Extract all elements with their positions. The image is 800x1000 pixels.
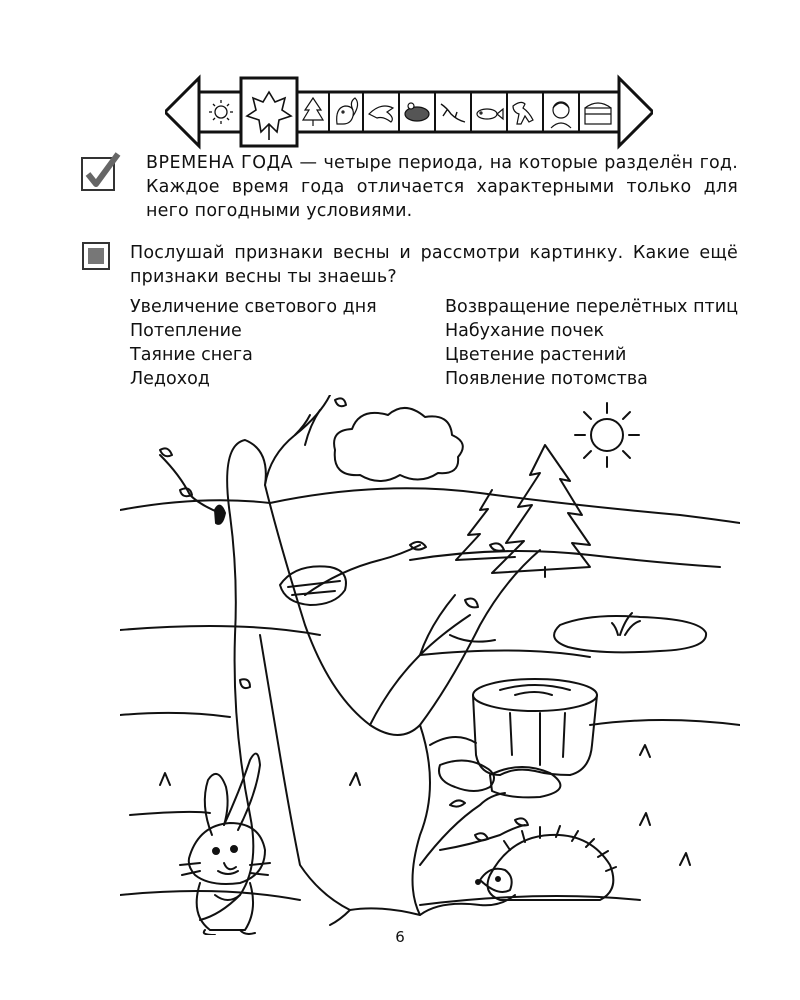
nav-left-arrow-icon[interactable] <box>165 78 199 146</box>
list-item: Цветение растений <box>445 345 627 365</box>
page-number: 6 <box>395 928 405 946</box>
stump <box>430 679 597 797</box>
list-item: Увеличение светового дня <box>130 297 377 317</box>
cloud <box>334 408 463 481</box>
task-paragraph: Послушай признаки весны и рассмотри картинку. Какие ещё признаки весны ты знаешь? <box>130 243 738 287</box>
hedgehog <box>476 826 616 900</box>
list-item: Набухание почек <box>445 321 605 341</box>
list-item: Возвращение перелётных птиц <box>445 297 738 317</box>
spring-scene-illustration <box>120 395 740 935</box>
definition-paragraph <box>146 151 738 223</box>
signs-left-list <box>130 295 377 391</box>
checkmark-icon <box>80 150 124 194</box>
puddle <box>554 616 706 652</box>
list-item: Появление потомства <box>445 369 648 389</box>
list-item: Ледоход <box>130 369 210 389</box>
definition-text: — четыре периода, на которые разделён год. Каждое время года отличается характерными только для него погодными условиями. <box>146 153 738 221</box>
nav-right-arrow-icon[interactable] <box>619 78 653 146</box>
hill-line <box>120 488 740 523</box>
list-item: Таяние снега <box>130 345 253 365</box>
definition-term: ВРЕМЕНА ГОДА <box>146 153 294 173</box>
task-square-icon <box>82 242 110 270</box>
signs-right-list <box>445 295 738 391</box>
list-item: Потепление <box>130 321 242 341</box>
section-navigation-strip <box>165 74 653 150</box>
sun <box>575 403 639 467</box>
